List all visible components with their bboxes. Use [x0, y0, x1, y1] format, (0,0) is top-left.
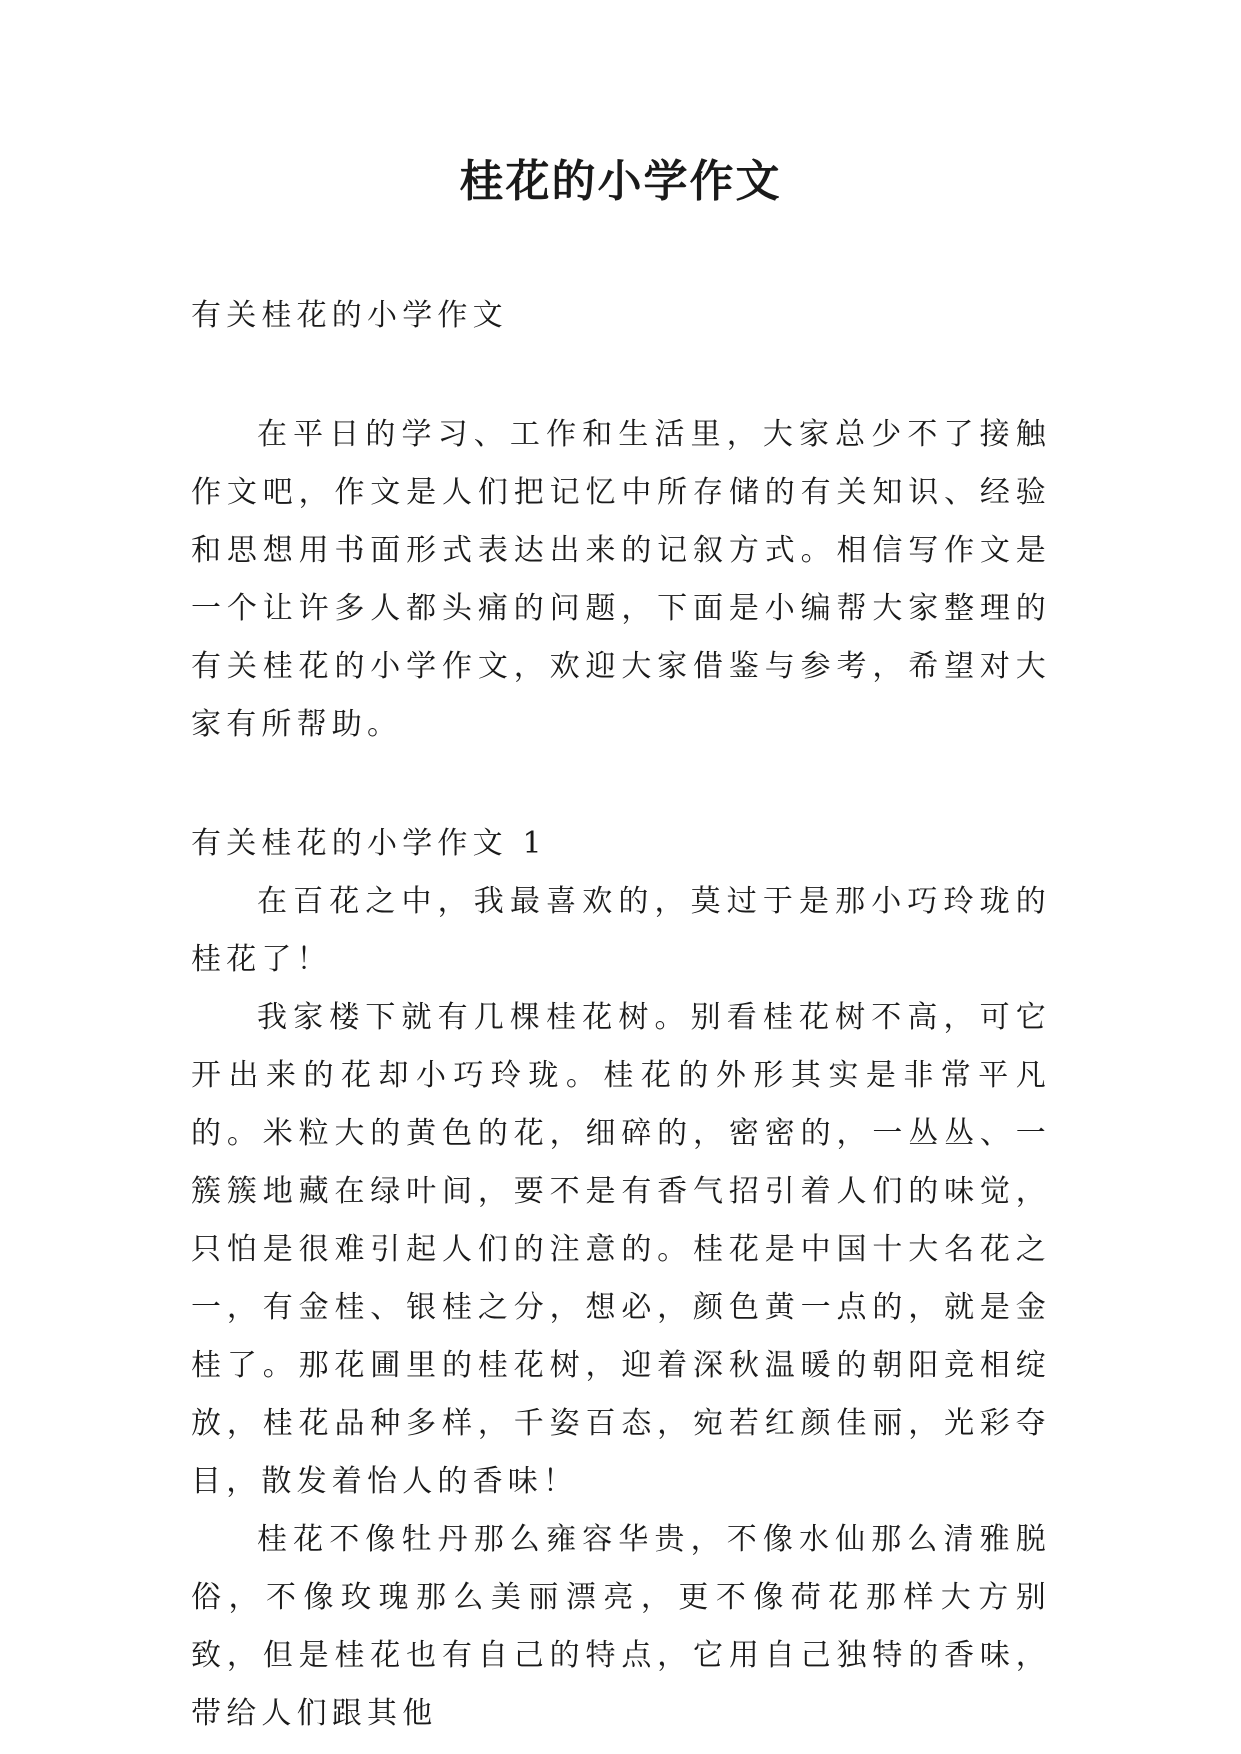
document-subtitle: 有关桂花的小学作文 — [191, 298, 508, 333]
intro-paragraph: 在平日的学习、工作和生活里，大家总少不了接触作文吧，作文是人们把记忆中所存储的有关知识、经验和思想用书面形式表达出来的记叙方式。相信写作文是一个让许多人都头痛的问题，下面是小编帮大家整理的有关桂花的小学作文，欢迎大家借鉴与参考，希望对大家有所帮助。 — [191, 417, 1051, 742]
body-paragraph: 我家楼下就有几棵桂花树。别看桂花树不高，可它开出来的花却小巧玲珑。桂花的外形其实是非常平凡的。米粒大的黄色的花，细碎的，密密的，一丛丛、一簇簇地藏在绿叶间，要不是有香气招引着人们的味觉，只怕是很难引起人们的注意的。桂花是中国十大名花之一，有金桂、银桂之分，想必，颜色黄一点的，就是金桂了。那花圃里的桂花树，迎着深秋温暖的朝阳竞相绽放，桂花品种多样，千姿百态，宛若红颜佳丽，光彩夺目，散发着怡人的香味！ — [191, 1000, 1051, 1499]
document-title: 桂花的小学作文 — [459, 156, 782, 207]
section-heading: 有关桂花的小学作文 1 — [191, 826, 547, 861]
document-body — [191, 287, 1051, 1743]
body-paragraph: 在百花之中，我最喜欢的，莫过于是那小巧玲珑的桂花了！ — [191, 884, 1051, 977]
body-paragraph: 桂花不像牡丹那么雍容华贵，不像水仙那么清雅脱俗，不像玫瑰那么美丽漂亮，更不像荷花那样大方别致，但是桂花也有自己的特点，它用自己独特的香味，带给人们跟其他 — [191, 1522, 1051, 1731]
